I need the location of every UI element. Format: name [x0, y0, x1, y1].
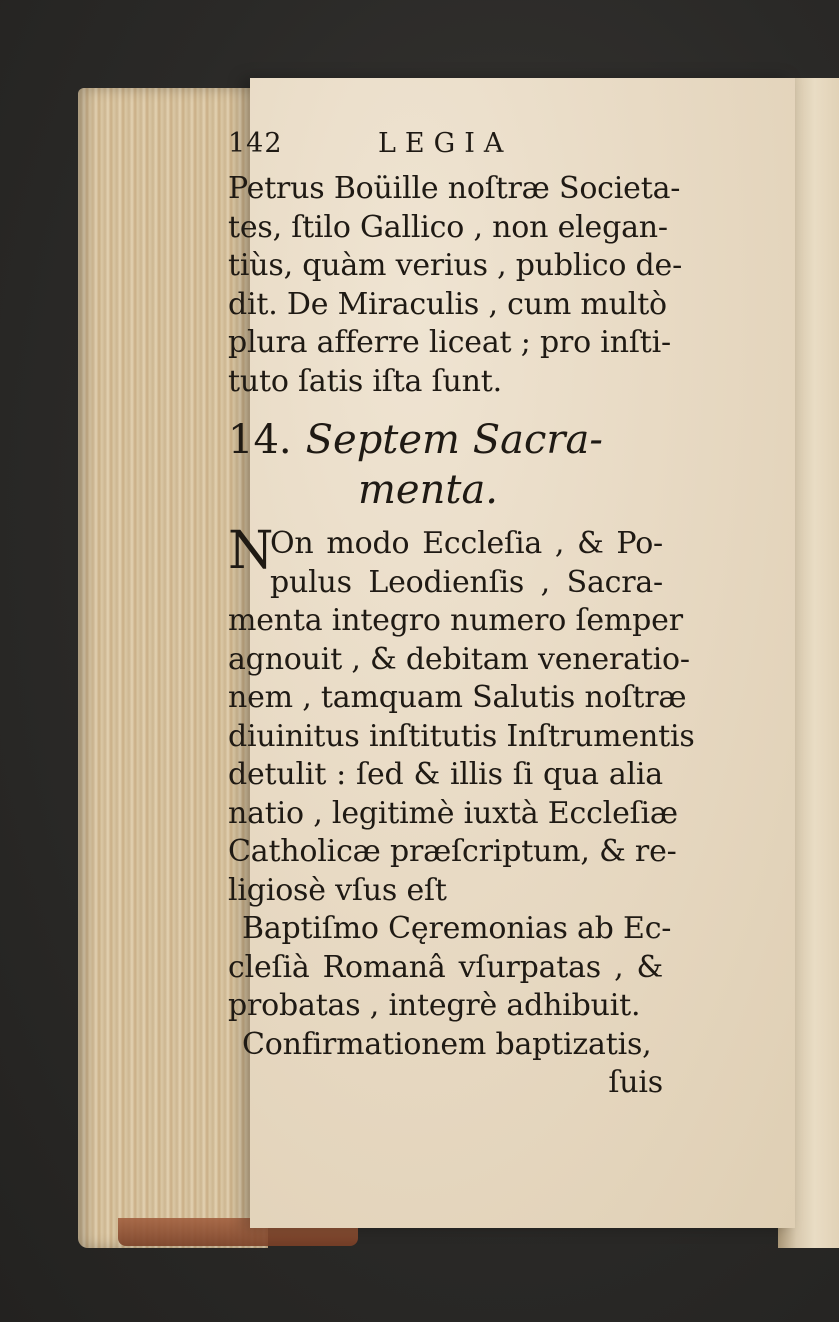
text-line: Baptiſmo Cęremonias ab Ec- [242, 911, 672, 946]
text-line: Petrus Boüille noſtræ Societa- [228, 171, 681, 206]
section-title-line-1: Septem Sacra- [305, 417, 603, 463]
text-line: menta integro numero ſemper [228, 603, 683, 638]
paragraph-1 [228, 170, 683, 401]
text-line: plura afferre liceat ; pro inſti- [228, 325, 671, 360]
catchword: ſuis [608, 1065, 663, 1100]
paragraph-4 [228, 1026, 663, 1103]
text-line: tiùs, quàm verius , publico de- [228, 248, 683, 283]
section-number: 14. [228, 417, 292, 463]
text-line: Catholicæ præſcriptum, & re- [228, 834, 677, 869]
page-text [228, 128, 695, 1103]
text-line: tes, ſtilo Gallico , non elegan- [228, 209, 668, 245]
section-heading [228, 415, 663, 515]
text-line: tuto ſatis iſta ſunt. [228, 363, 502, 399]
text-line: On modo Eccleſia , & Po- [270, 526, 663, 561]
running-head-title: LEGIA [378, 128, 513, 159]
drop-capital: N [228, 521, 274, 581]
text-line: agnouit , & debitam veneratio- [228, 641, 690, 677]
text-line: probatas , integrè adhibuit. [228, 988, 641, 1023]
paragraph-3 [228, 910, 672, 1026]
running-head [228, 128, 663, 170]
text-line: dit. De Miraculis , cum multò [228, 286, 667, 322]
text-line: diuinitus inſtitutis Inſtrumentis [228, 718, 695, 754]
book [78, 78, 839, 1248]
text-line: nem , tamquam Salutis noſtræ [228, 680, 687, 715]
text-line: detulit : ſed & illis ſi qua alia [228, 757, 663, 792]
text-line: pulus Leodienſis , Sacra- [270, 564, 663, 600]
paragraph-2 [228, 521, 695, 910]
text-line: natio , legitimè iuxtà Eccleſiæ [228, 795, 678, 831]
text-line: ligiosè vſus eſt [228, 872, 447, 908]
text-line: cleſià Romanâ vſurpatas , & [228, 949, 663, 985]
section-title-line-2: menta. [358, 467, 498, 513]
page-number: 142 [228, 128, 283, 159]
text-line: Confirmationem baptizatis, [242, 1026, 652, 1062]
